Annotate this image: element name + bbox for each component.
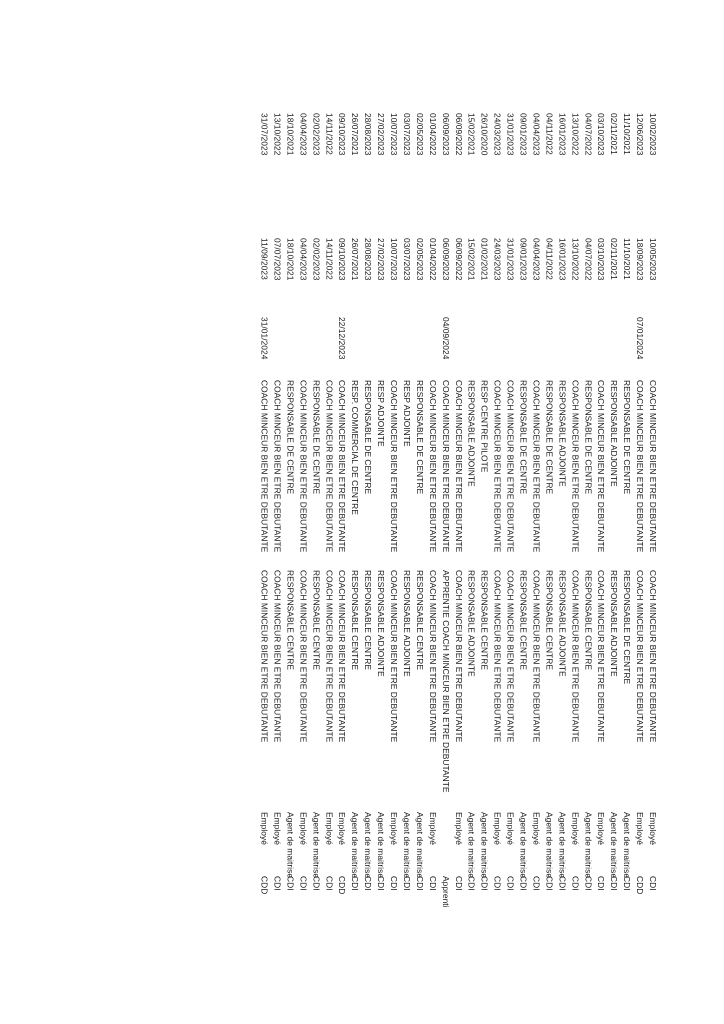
employee-table bbox=[249, 60, 658, 960]
category-cell: Employé bbox=[570, 812, 581, 845]
start-date-cell: 31/01/2023 bbox=[505, 113, 516, 156]
job-title-cell: COACH MINCEUR BIEN ETRE DEBUTANTE bbox=[337, 380, 348, 553]
table-row bbox=[283, 60, 297, 960]
start-date-cell: 06/09/2023 bbox=[440, 113, 451, 156]
job-title-cell: COACH MINCEUR BIEN ETRE DEBUTANTE bbox=[453, 380, 464, 553]
start-date-cell: 10/02/2023 bbox=[648, 113, 658, 156]
start-date-cell: 26/07/2021 bbox=[350, 113, 361, 156]
category-cell: Agent de maitrise bbox=[401, 812, 412, 879]
position-date-cell: 02/11/2021 bbox=[609, 238, 620, 280]
job-title-convention-cell: RESPONSABLE ADJOINTE bbox=[557, 570, 568, 677]
category-cell: Agent de maitrise bbox=[311, 812, 322, 879]
contract-type-cell: CDI bbox=[414, 876, 425, 891]
contract-type-cell: Apprenti bbox=[440, 876, 451, 908]
contract-type-cell: CDI bbox=[389, 876, 399, 891]
job-title-cell: COACH MINCEUR BIEN ETRE DEBUTANTE bbox=[259, 380, 270, 553]
job-title-convention-cell: COACH MINCEUR BIEN ETRE DEBUTANTE bbox=[337, 570, 348, 743]
job-title-convention-cell: RESPONSABLE ADJOINTE bbox=[466, 570, 477, 677]
job-title-convention-cell: RESPONSABLE CENTRE bbox=[479, 570, 490, 671]
contract-type-cell: CDI bbox=[492, 876, 503, 891]
start-date-cell: 13/10/2022 bbox=[570, 113, 581, 156]
contract-type-cell: CDI bbox=[570, 876, 581, 891]
position-date-cell: 01/02/2021 bbox=[479, 238, 490, 281]
end-date-cell: 04/09/2024 bbox=[440, 317, 451, 360]
end-date-cell: 07/01/2024 bbox=[635, 317, 646, 360]
job-title-cell: COACH MINCEUR BIEN ETRE DEBUTANTE bbox=[389, 380, 399, 553]
job-title-cell: COACH MINCEUR BIEN ETRE DEBUTANTE bbox=[272, 380, 283, 553]
contract-type-cell: CDD bbox=[259, 876, 270, 895]
start-date-cell: 24/03/2023 bbox=[492, 113, 503, 156]
category-cell: Agent de maitrise bbox=[350, 812, 361, 879]
contract-type-cell: CDI bbox=[583, 876, 594, 891]
table-row bbox=[555, 60, 569, 960]
job-title-convention-cell: COACH MINCEUR BIEN ETRE DEBUTANTE bbox=[635, 570, 646, 743]
table-row bbox=[270, 60, 284, 960]
contract-type-cell: CDI bbox=[531, 876, 542, 891]
contract-type-cell: CDI bbox=[544, 876, 555, 891]
position-date-cell: 04/04/2023 bbox=[298, 238, 309, 281]
contract-type-cell: CDI bbox=[557, 876, 568, 891]
job-title-convention-cell: COACH MINCEUR BIEN ETRE DEBUTANTE bbox=[648, 570, 658, 743]
position-date-cell: 10/07/2023 bbox=[389, 238, 399, 281]
table-row bbox=[478, 60, 492, 960]
contract-type-cell: CDD bbox=[337, 876, 348, 895]
job-title-convention-cell: COACH MINCEUR BIEN ETRE DEBUTANTE bbox=[492, 570, 503, 743]
end-date-cell: 31/01/2024 bbox=[259, 317, 270, 360]
job-title-convention-cell: RESPONSABLE CENTRE bbox=[311, 570, 322, 671]
job-title-cell: RESPONSABLE DE CENTRE bbox=[363, 380, 374, 495]
end-date-cell: 22/12/2023 bbox=[337, 317, 348, 360]
position-date-cell: 04/11/2022 bbox=[544, 238, 555, 280]
category-cell: Employé bbox=[389, 812, 399, 845]
position-date-cell: 14/11/2022 bbox=[324, 238, 335, 280]
job-title-convention-cell: COACH MINCEUR BIEN ETRE DEBUTANTE bbox=[505, 570, 516, 743]
table-row bbox=[542, 60, 556, 960]
position-date-cell: 28/08/2023 bbox=[363, 238, 374, 281]
job-title-convention-cell: RESPONSABLE DE CENTRE bbox=[622, 570, 633, 685]
job-title-cell: RESPONSABLE ADJOINTE bbox=[466, 380, 477, 487]
job-title-cell: RESPONSABLE ADJOINTE bbox=[557, 380, 568, 487]
start-date-cell: 04/11/2022 bbox=[544, 113, 555, 155]
job-title-convention-cell: RESPONSABLE CENTRE bbox=[363, 570, 374, 671]
job-title-convention-cell: COACH MINCEUR BIEN ETRE DEBUTANTE bbox=[389, 570, 399, 743]
position-date-cell: 03/10/2023 bbox=[596, 238, 607, 281]
start-date-cell: 03/07/2023 bbox=[401, 113, 412, 156]
job-title-cell: RESPONSABLE DE CENTRE bbox=[414, 380, 425, 495]
contract-type-cell: CDI bbox=[272, 876, 283, 891]
table-row bbox=[426, 60, 440, 960]
table-row bbox=[517, 60, 531, 960]
category-cell: Agent de maitrise bbox=[466, 812, 477, 879]
category-cell: Employé bbox=[427, 812, 438, 845]
contract-type-cell: CDI bbox=[427, 876, 438, 891]
table-row bbox=[594, 60, 608, 960]
contract-type-cell: CDI bbox=[363, 876, 374, 891]
job-title-cell: COACH MINCEUR BIEN ETRE DEBUTANTE bbox=[505, 380, 516, 553]
table-row bbox=[465, 60, 479, 960]
start-date-cell: 04/07/2022 bbox=[583, 113, 594, 156]
job-title-convention-cell: RESPONSABLE CENTRE bbox=[285, 570, 296, 671]
start-date-cell: 28/08/2023 bbox=[363, 113, 374, 156]
start-date-cell: 14/11/2022 bbox=[324, 113, 335, 155]
start-date-cell: 02/05/2023 bbox=[414, 113, 425, 156]
contract-type-cell: CDI bbox=[298, 876, 309, 891]
table-row bbox=[309, 60, 323, 960]
contract-type-cell: CDI bbox=[596, 876, 607, 891]
start-date-cell: 06/09/2022 bbox=[453, 113, 464, 156]
job-title-cell: COACH MINCEUR BIEN ETRE DEBUTANTE bbox=[440, 380, 451, 553]
table-row bbox=[504, 60, 518, 960]
category-cell: Agent de maitrise bbox=[622, 812, 633, 879]
start-date-cell: 10/07/2023 bbox=[389, 113, 399, 156]
start-date-cell: 27/02/2023 bbox=[376, 113, 387, 156]
job-title-convention-cell: RESPONSABLE CENTRE bbox=[583, 570, 594, 671]
job-title-cell: RESP CENTRE PILOTE bbox=[479, 380, 490, 473]
table-row bbox=[361, 60, 375, 960]
category-cell: Employé bbox=[635, 812, 646, 845]
category-cell: Employé bbox=[272, 812, 283, 845]
contract-type-cell: CDI bbox=[479, 876, 490, 891]
category-cell: Employé bbox=[648, 812, 658, 845]
category-cell: Agent de maitrise bbox=[518, 812, 529, 879]
job-title-convention-cell: APPRENTIE COACH MINCEUR BIEN ETRE DEBUTANTE bbox=[440, 570, 451, 793]
job-title-cell: COACH MINCEUR BIEN ETRE DEBUTANTE bbox=[635, 380, 646, 553]
job-title-cell: RESPONSABLE DE CENTRE bbox=[285, 380, 296, 495]
contract-type-cell: CDI bbox=[453, 876, 464, 891]
position-date-cell: 10/05/2023 bbox=[648, 238, 658, 281]
position-date-cell: 03/07/2023 bbox=[401, 238, 412, 281]
table-row bbox=[258, 60, 272, 960]
table-row bbox=[581, 60, 595, 960]
category-cell: Employé bbox=[492, 812, 503, 845]
start-date-cell: 03/10/2023 bbox=[596, 113, 607, 156]
job-title-convention-cell: RESPONSABLE CENTRE bbox=[544, 570, 555, 671]
job-title-convention-cell: COACH MINCEUR BIEN ETRE DEBUTANTE bbox=[427, 570, 438, 743]
table-row bbox=[348, 60, 362, 960]
job-title-convention-cell: COACH MINCEUR BIEN ETRE DEBUTANTE bbox=[596, 570, 607, 743]
category-cell: Employé bbox=[596, 812, 607, 845]
contract-type-cell: CDI bbox=[401, 876, 412, 891]
table-row bbox=[620, 60, 634, 960]
start-date-cell: 02/02/2023 bbox=[311, 113, 322, 156]
table-row bbox=[296, 60, 310, 960]
job-title-cell: RESPONSABLE DE CENTRE bbox=[583, 380, 594, 495]
start-date-cell: 11/10/2021 bbox=[622, 113, 633, 155]
start-date-cell: 09/10/2023 bbox=[337, 113, 348, 156]
job-title-convention-cell: RESPONSABLE CENTRE bbox=[350, 570, 361, 671]
category-cell: Employé bbox=[453, 812, 464, 845]
table-row bbox=[400, 60, 414, 960]
position-date-cell: 11/09/2023 bbox=[259, 238, 270, 280]
job-title-cell: COACH MINCEUR BIEN ETRE DEBUTANTE bbox=[596, 380, 607, 553]
job-title-cell: COACH MINCEUR BIEN ETRE DEBUTANTE bbox=[531, 380, 542, 553]
category-cell: Agent de maitrise bbox=[544, 812, 555, 879]
contract-type-cell: CDI bbox=[648, 876, 658, 891]
start-date-cell: 02/11/2021 bbox=[609, 113, 620, 155]
job-title-cell: RESP ADJOINTE bbox=[376, 380, 387, 447]
job-title-convention-cell: COACH MINCEUR BIEN ETRE DEBUTANTE bbox=[453, 570, 464, 743]
position-date-cell: 15/02/2021 bbox=[466, 238, 477, 281]
position-date-cell: 01/04/2022 bbox=[427, 238, 438, 281]
job-title-convention-cell: RESPONSABLE ADJOINTE bbox=[401, 570, 412, 677]
table-row bbox=[452, 60, 466, 960]
table-row bbox=[335, 60, 349, 960]
start-date-cell: 26/10/2020 bbox=[479, 113, 490, 156]
job-title-cell: COACH MINCEUR BIEN ETRE DEBUTANTE bbox=[492, 380, 503, 553]
start-date-cell: 04/04/2023 bbox=[531, 113, 542, 156]
category-cell: Agent de maitrise bbox=[557, 812, 568, 879]
category-cell: Agent de maitrise bbox=[609, 812, 620, 879]
table-row bbox=[374, 60, 388, 960]
job-title-convention-cell: RESPONSABLE CENTRE bbox=[518, 570, 529, 671]
job-title-cell: COACH MINCEUR BIEN ETRE DEBUTANTE bbox=[570, 380, 581, 553]
job-title-cell: COACH MINCEUR BIEN ETRE DEBUTANTE bbox=[298, 380, 309, 553]
start-date-cell: 04/04/2023 bbox=[298, 113, 309, 156]
position-date-cell: 04/04/2023 bbox=[531, 238, 542, 281]
job-title-convention-cell: COACH MINCEUR BIEN ETRE DEBUTANTE bbox=[259, 570, 270, 743]
position-date-cell: 06/09/2023 bbox=[440, 238, 451, 281]
job-title-cell: RESPONSABLE DE CENTRE bbox=[518, 380, 529, 495]
table-row bbox=[646, 60, 660, 960]
category-cell: Agent de maitrise bbox=[376, 812, 387, 879]
job-title-cell: RESPONSABLE DE CENTRE bbox=[544, 380, 555, 495]
position-date-cell: 18/09/2023 bbox=[635, 238, 646, 281]
start-date-cell: 13/10/2022 bbox=[272, 113, 283, 156]
position-date-cell: 24/03/2023 bbox=[492, 238, 503, 281]
position-date-cell: 26/07/2021 bbox=[350, 238, 361, 281]
job-title-cell: COACH MINCEUR BIEN ETRE DEBUTANTE bbox=[648, 380, 658, 553]
job-title-cell: RESP ADJOINTE bbox=[401, 380, 412, 447]
start-date-cell: 15/02/2021 bbox=[466, 113, 477, 156]
contract-type-cell: CDI bbox=[285, 876, 296, 891]
category-cell: Agent de maitrise bbox=[414, 812, 425, 879]
contract-type-cell: CDI bbox=[622, 876, 633, 891]
job-title-cell: RESPONSABLE DE CENTRE bbox=[622, 380, 633, 495]
job-title-convention-cell: COACH MINCEUR BIEN ETRE DEBUTANTE bbox=[298, 570, 309, 743]
position-date-cell: 02/05/2023 bbox=[414, 238, 425, 281]
start-date-cell: 16/01/2023 bbox=[557, 113, 568, 156]
job-title-convention-cell: RESPONSABLE CENTRE bbox=[414, 570, 425, 671]
table-row bbox=[529, 60, 543, 960]
contract-type-cell: CDI bbox=[609, 876, 620, 891]
category-cell: Employé bbox=[298, 812, 309, 845]
position-date-cell: 13/10/2022 bbox=[570, 238, 581, 281]
position-date-cell: 09/01/2023 bbox=[518, 238, 529, 281]
contract-type-cell: CDI bbox=[324, 876, 335, 891]
position-date-cell: 02/02/2023 bbox=[311, 238, 322, 281]
contract-type-cell: CDD bbox=[635, 876, 646, 895]
start-date-cell: 01/04/2022 bbox=[427, 113, 438, 156]
category-cell: Agent de maitrise bbox=[285, 812, 296, 879]
start-date-cell: 12/06/2023 bbox=[635, 113, 646, 156]
position-date-cell: 18/10/2021 bbox=[285, 238, 296, 281]
table-row bbox=[633, 60, 647, 960]
category-cell: Employé bbox=[505, 812, 516, 845]
job-title-convention-cell: COACH MINCEUR BIEN ETRE DEBUTANTE bbox=[570, 570, 581, 743]
contract-type-cell: CDI bbox=[350, 876, 361, 891]
position-date-cell: 31/01/2023 bbox=[505, 238, 516, 281]
position-date-cell: 11/10/2021 bbox=[622, 238, 633, 280]
job-title-cell: RESPONSABLE DE CENTRE bbox=[311, 380, 322, 495]
job-title-cell: COACH MINCEUR BIEN ETRE DEBUTANTE bbox=[324, 380, 335, 553]
job-title-cell: RESPONSABLE ADJOINTE bbox=[609, 380, 620, 487]
position-date-cell: 16/01/2023 bbox=[557, 238, 568, 281]
start-date-cell: 09/01/2023 bbox=[518, 113, 529, 156]
position-date-cell: 07/07/2023 bbox=[272, 238, 283, 281]
job-title-convention-cell: RESPONSABLE ADJOINTE bbox=[376, 570, 387, 677]
position-date-cell: 09/10/2023 bbox=[337, 238, 348, 281]
start-date-cell: 31/07/2023 bbox=[259, 113, 270, 156]
table-row bbox=[607, 60, 621, 960]
table-row bbox=[413, 60, 427, 960]
category-cell: Employé bbox=[337, 812, 348, 845]
job-title-cell: COACH MINCEUR BIEN ETRE DEBUTANTE bbox=[427, 380, 438, 553]
table-row bbox=[387, 60, 401, 960]
table-row bbox=[568, 60, 582, 960]
start-date-cell: 18/10/2021 bbox=[285, 113, 296, 156]
table-row bbox=[491, 60, 505, 960]
job-title-convention-cell: COACH MINCEUR BIEN ETRE DEBUTANTE bbox=[272, 570, 283, 743]
position-date-cell: 04/07/2022 bbox=[583, 238, 594, 281]
category-cell: Agent de maitrise bbox=[583, 812, 594, 879]
contract-type-cell: CDI bbox=[311, 876, 322, 891]
contract-type-cell: CDI bbox=[376, 876, 387, 891]
category-cell: Employé bbox=[259, 812, 270, 845]
category-cell: Employé bbox=[531, 812, 542, 845]
category-cell: Employé bbox=[324, 812, 335, 845]
contract-type-cell: CDI bbox=[466, 876, 477, 891]
category-cell: Agent de maitrise bbox=[363, 812, 374, 879]
job-title-convention-cell: COACH MINCEUR BIEN ETRE DEBUTANTE bbox=[324, 570, 335, 743]
position-date-cell: 06/09/2022 bbox=[453, 238, 464, 281]
job-title-convention-cell: COACH MINCEUR BIEN ETRE DEBUTANTE bbox=[531, 570, 542, 743]
job-title-convention-cell: RESPONSABLE ADJOINTE bbox=[609, 570, 620, 677]
category-cell: Agent de maitrise bbox=[479, 812, 490, 879]
position-date-cell: 27/02/2023 bbox=[376, 238, 387, 281]
table-row bbox=[322, 60, 336, 960]
job-title-cell: RESP. COMMERCIAL DE CENTRE bbox=[350, 380, 361, 515]
table-row bbox=[439, 60, 453, 960]
contract-type-cell: CDI bbox=[518, 876, 529, 891]
contract-type-cell: CDI bbox=[505, 876, 516, 891]
